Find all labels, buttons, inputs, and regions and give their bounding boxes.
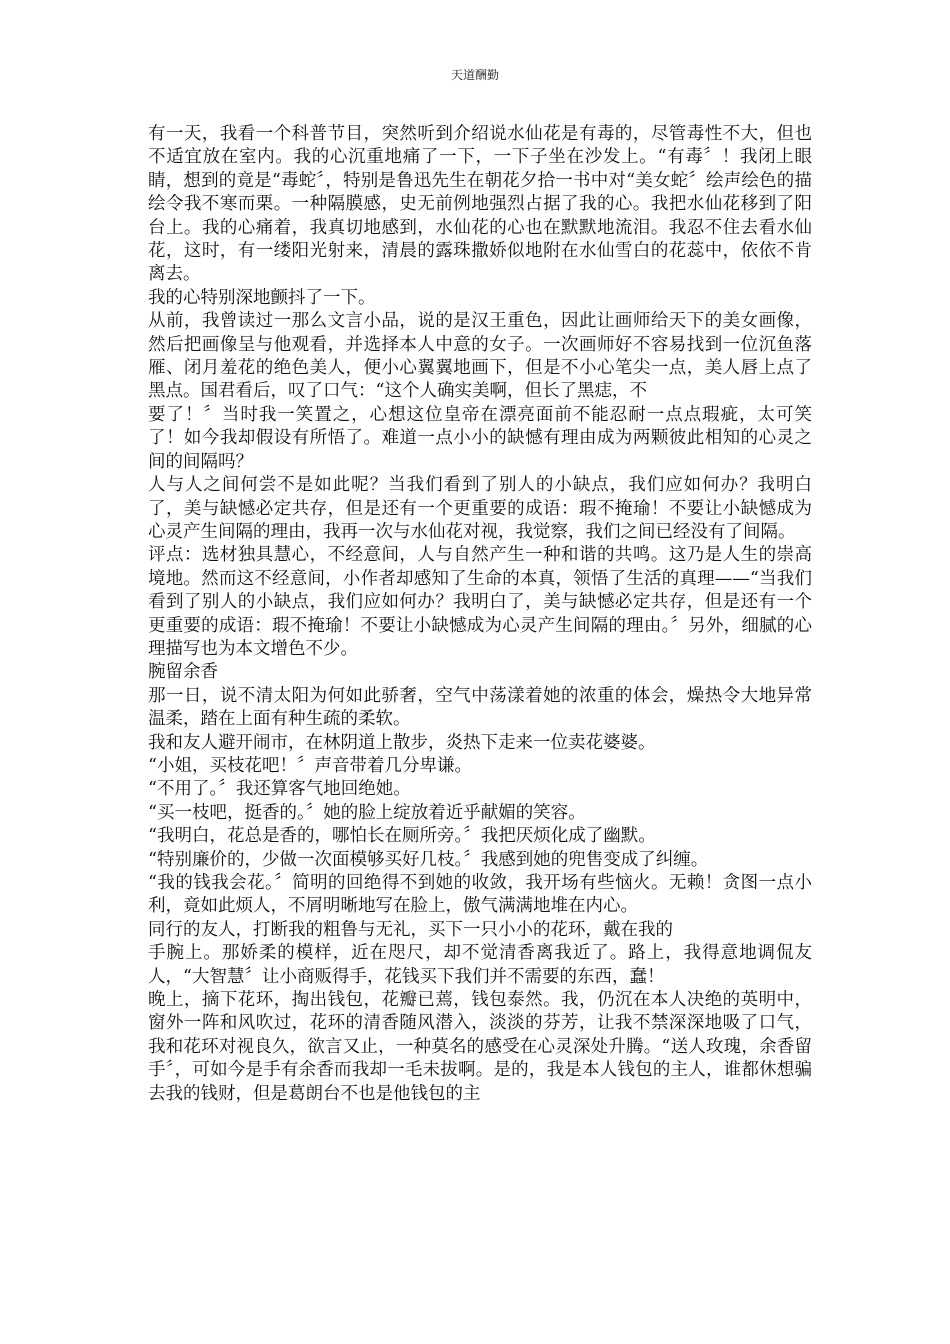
paragraph: 从前，我曾读过一那么文言小品，说的是汉王重色，因此让画师给天下的美女画像，然后把画像呈与他观看，并选择本人中意的女子。一次画师好不容易找到一位沉鱼落雁、闭月羞花的绝色美人，便小心翼翼地画下，但是不小心笔尖一点，美人唇上点了黑点。国君看后，叹了口气：“这个人确实美啊，但长了黑痣，不 bbox=[148, 311, 812, 402]
paragraph: 有一天，我看一个科普节目，突然听到介绍说水仙花是有毒的，尽管毒性不大，但也不适宜放在室内。我的心沉重地痛了一下，一下子坐在沙发上。“有毒〞！我闭上眼睛，想到的竟是“毒蛇〞，特别是鲁迅先生在朝花夕拾一书中对“美女蛇〞绘声绘色的描绘令我不寒而栗。一种隔膜感，史无前例地强烈占据了我的心。我把水仙花移到了阳台上。我的心痛着，我真切地感到，水仙花的心也在默默地流泪。我忍不住去看水仙花，这时，有一缕阳光射来，清晨的露珠撒娇似地附在水仙雪白的花蕊中，依依不肯离去。 bbox=[148, 124, 812, 285]
page-header: 天道酬勤 bbox=[450, 68, 499, 82]
paragraph: “买一枝吧，挺香的。〞她的脸上绽放着近乎献媚的笑容。 bbox=[148, 802, 586, 823]
paragraph: 评点：选材独具慧心，不经意间，人与自然产生一种和谐的共鸣。这乃是人生的崇高境地。然而这不经意间，小作者却感知了生命的本真，领悟了生活的真理——“当我们看到了别人的小缺点，我们应如何办？我明白了，美与缺憾必定共存，但是还有一个更重要的成语：瑕不掩瑜！不要让小缺憾成为心灵产生间隔的理由。〞另外，细腻的心理描写也为本文增色不少。 bbox=[148, 545, 812, 659]
paragraph: “小姐，买枝花吧！〞声音带着几分卑谦。 bbox=[148, 755, 472, 776]
paragraph: “不用了。〞我还算客气地回绝她。 bbox=[148, 779, 411, 800]
paragraph: 晚上，摘下花环，掏出钱包，花瓣已蔫，钱包泰然。我，仍沉在本人决绝的英明中，窗外一阵和风吹过，花环的清香随风潜入，淡淡的芬芳，让我不禁深深地吸了口气，我和花环对视良久，欲言又止，一种莫名的感受在心灵深处升腾。“送人玫瑰，余香留手〞，可如今是手有余香而我却一毛未拔啊。是的，我是本人钱包的主人，谁都休想骗去我的钱财，但是葛朗台不也是他钱包的主 bbox=[148, 990, 812, 1104]
paragraph: 那一日，说不清太阳为何如此骄奢，空气中荡漾着她的浓重的体会，燥热令大地异常温柔，踏在上面有种生疏的柔软。 bbox=[148, 685, 812, 730]
paragraph: “特别廉价的，少做一次面模够买好几枝。〞我感到她的兜售变成了纠缠。 bbox=[148, 849, 709, 870]
paragraph: 我和友人避开闹市，在林阴道上散步，炎热下走来一位卖花婆婆。 bbox=[148, 732, 656, 753]
paragraph: 我的心特别深地颤抖了一下。 bbox=[148, 287, 376, 308]
article-body bbox=[148, 123, 812, 1106]
paragraph: 人与人之间何尝不是如此呢？当我们看到了别人的小缺点，我们应如何办？我明白了，美与缺憾必定共存，但是还有一个更重要的成语：瑕不掩瑜！不要让小缺憾成为心灵产生间隔的理由，我再一次与水仙花对视，我觉察，我们之间已经没有了间隔。 bbox=[148, 475, 812, 542]
paragraph: “我的钱我会花。〞简明的回绝得不到她的收敛，我开场有些恼火。无赖！贪图一点小利，竟如此烦人，不屑明晰地写在脸上，傲气满满地堆在内心。 bbox=[148, 873, 812, 917]
paragraph: “我明白，花总是香的，哪怕长在厕所旁。〞我把厌烦化成了幽默。 bbox=[148, 826, 656, 847]
section-title: 腕留余香 bbox=[148, 662, 218, 683]
paragraph: 同行的友人，打断我的粗鲁与无礼，买下一只小小的花环，戴在我的 bbox=[148, 919, 673, 940]
paragraph: 要了！〞当时我一笑置之，心想这位皇帝在漂亮面前不能忍耐一点点瑕疵，太可笑了！如今我却假设有所悟了。难道一点小小的缺憾有理由成为两颗彼此相知的心灵之间的间隔吗？ bbox=[148, 404, 812, 472]
paragraph: 手腕上。那娇柔的模样，近在咫尺，却不觉清香离我近了。路上，我得意地调侃友人，“大智慧〞让小商贩得手，花钱买下我们并不需要的东西，蠢！ bbox=[148, 943, 812, 987]
